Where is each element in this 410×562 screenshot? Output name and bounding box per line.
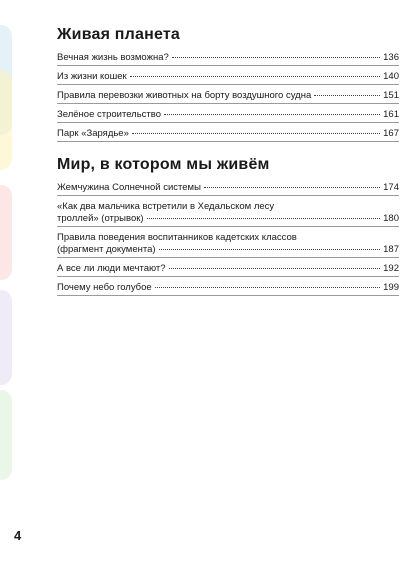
toc-entry[interactable] [57, 182, 399, 196]
dot-leader [159, 249, 381, 250]
toc-entry[interactable] [57, 90, 399, 104]
toc-entry[interactable] [57, 71, 399, 85]
entry-title: Жемчужина Солнечной системы [57, 182, 201, 193]
table-of-contents [57, 20, 399, 301]
dot-leader [314, 95, 380, 96]
edge-tab-pink [0, 185, 12, 280]
dot-leader [130, 76, 381, 77]
entry-title: Зелёное строительство [57, 109, 161, 120]
dot-leader [204, 187, 380, 188]
entry-title: Правила перевозки животных на борту воздушного судна [57, 90, 312, 101]
toc-entry[interactable] [57, 52, 399, 66]
entry-title: Из жизни кошек [57, 71, 127, 82]
page-number: 4 [14, 528, 22, 543]
toc-entry[interactable] [57, 201, 399, 227]
toc-entry[interactable] [57, 232, 399, 258]
entry-page: 174 [383, 182, 399, 193]
entry-title-line-2: троллей» (отрывок) [57, 213, 144, 224]
dot-leader [172, 57, 380, 58]
toc-entry[interactable] [57, 282, 399, 296]
entry-title-line-2: (фрагмент документа) [57, 244, 156, 255]
entry-title: Парк «Зарядье» [57, 128, 129, 139]
entry-page: 136 [383, 52, 399, 63]
entry-page: 151 [383, 90, 399, 101]
toc-entry[interactable] [57, 128, 399, 142]
entry-page: 187 [383, 244, 399, 255]
entry-title: Почему небо голубое [57, 282, 152, 293]
dot-leader [169, 268, 381, 269]
entry-page: 140 [383, 71, 399, 82]
section-title: Живая планета [57, 26, 181, 43]
dot-leader [132, 133, 380, 134]
entry-page: 167 [383, 128, 399, 139]
toc-entry[interactable] [57, 109, 399, 123]
entry-title-line-1: «Как два мальчика встретили в Хедальском лесу [57, 201, 275, 212]
edge-tab-lilac [0, 290, 12, 385]
section-living-planet [57, 26, 399, 142]
entry-page: 180 [383, 213, 399, 224]
section-title: Мир, в котором мы живём [57, 156, 270, 173]
section-world-we-live-in [57, 156, 399, 296]
entry-title-line-1: Правила поведения воспитанников кадетских классов [57, 232, 297, 243]
entry-page: 192 [383, 263, 399, 274]
dot-leader [164, 114, 380, 115]
edge-tab-yellow [0, 70, 12, 170]
edge-tab-green [0, 390, 12, 480]
entry-page: 199 [383, 282, 399, 293]
dot-leader [147, 218, 381, 219]
entry-title: А все ли люди мечтают? [57, 263, 166, 274]
dot-leader [155, 287, 380, 288]
entry-page: 161 [383, 109, 399, 120]
toc-entry[interactable] [57, 263, 399, 277]
entry-title: Вечная жизнь возможна? [57, 52, 169, 63]
